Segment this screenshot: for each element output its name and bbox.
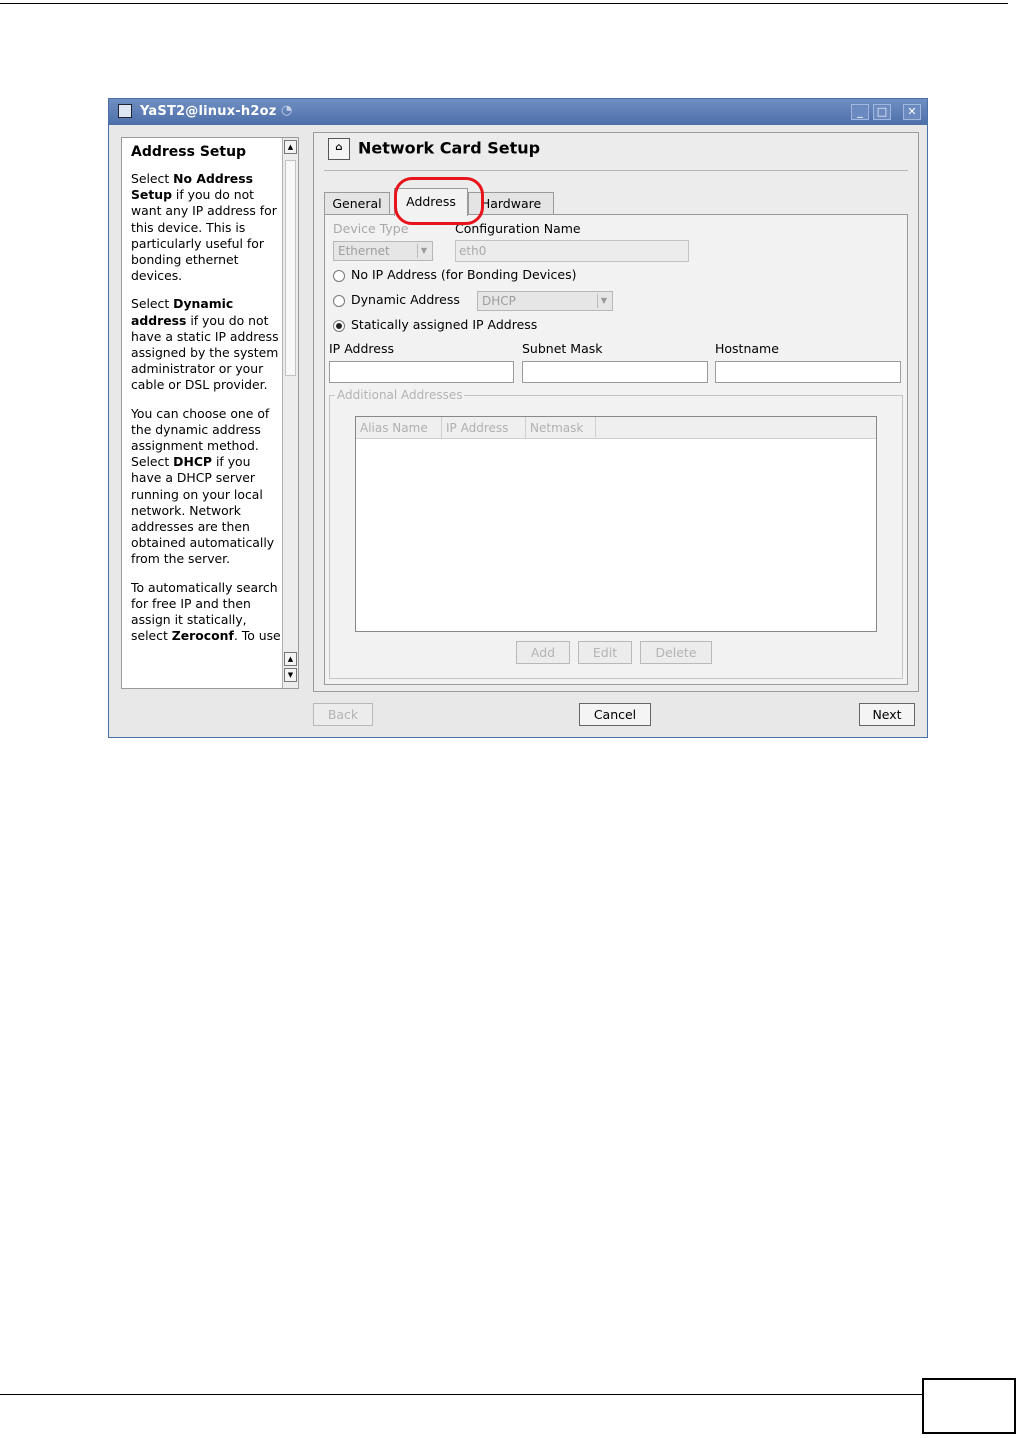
radio-static-label[interactable]: Statically assigned IP Address: [351, 317, 538, 332]
column-netmask[interactable]: Netmask: [526, 417, 596, 439]
device-type-label: Device Type: [333, 221, 409, 236]
network-card-icon: ⌂: [328, 138, 350, 160]
maximize-button[interactable]: □: [873, 104, 891, 120]
ip-address-label: IP Address: [329, 341, 394, 356]
config-name-field[interactable]: eth0: [455, 240, 689, 262]
minimize-button[interactable]: _: [851, 104, 869, 120]
cancel-button[interactable]: Cancel: [579, 703, 651, 726]
scroll-thumb[interactable]: [285, 160, 296, 376]
additional-addresses-label: Additional Addresses: [337, 388, 463, 402]
help-text-run: To automatically search for free IP and then assign it statically, select: [131, 579, 278, 644]
config-name-label: Configuration Name: [455, 221, 581, 236]
scroll-up-icon[interactable]: ▲: [284, 652, 297, 666]
page-footer-rule: [0, 1394, 922, 1395]
help-scrollbar[interactable]: [282, 138, 299, 688]
help-paragraph: [131, 406, 281, 568]
scroll-down-icon[interactable]: ▼: [284, 668, 297, 682]
help-title: Address Setup: [131, 144, 247, 160]
help-text-run: Select: [131, 296, 174, 312]
radio-dynamic[interactable]: [333, 295, 345, 307]
delete-button[interactable]: Delete: [640, 641, 712, 664]
help-paragraph: [131, 580, 281, 645]
help-text: [131, 144, 281, 656]
hostname-label: Hostname: [715, 341, 779, 356]
help-bold-term: Dynamic address: [131, 296, 234, 328]
column-alias-name[interactable]: Alias Name: [356, 417, 442, 439]
column-ip-address[interactable]: IP Address: [442, 417, 526, 439]
device-type-select[interactable]: [333, 241, 433, 261]
help-bold-term: DHCP: [173, 454, 213, 470]
help-paragraph: [131, 171, 281, 284]
help-bold-term: No Address Setup: [131, 171, 253, 203]
title-divider: [324, 170, 908, 171]
yast-window: [108, 98, 928, 738]
radio-dynamic-label[interactable]: Dynamic Address: [351, 292, 460, 307]
help-panel: [121, 137, 299, 689]
page-title-text: Network Card Setup: [358, 138, 541, 158]
tab-highlight-circle: [394, 177, 484, 225]
radio-no-ip-label[interactable]: No IP Address (for Bonding Devices): [351, 267, 577, 282]
additional-addresses-table[interactable]: [355, 416, 877, 632]
page-number-box: [922, 1378, 1016, 1434]
title-bar[interactable]: [109, 99, 927, 125]
back-button[interactable]: Back: [313, 703, 373, 726]
help-text-run: Select: [131, 171, 174, 186]
page-header-rule: [0, 3, 1008, 4]
address-tab-page: [324, 214, 908, 685]
ip-address-field[interactable]: [329, 361, 514, 383]
radio-no-ip[interactable]: [333, 270, 345, 282]
device-type-value: Ethernet: [338, 244, 390, 258]
tab-general[interactable]: General: [324, 192, 390, 214]
scroll-up-icon[interactable]: ▲: [284, 140, 297, 154]
radio-static[interactable]: [333, 320, 345, 332]
chevron-down-icon: ▼: [417, 244, 430, 258]
edit-button[interactable]: Edit: [578, 641, 632, 664]
main-panel: [313, 132, 919, 692]
hostname-field[interactable]: [715, 361, 901, 383]
app-icon: [118, 104, 132, 118]
window-title: YaST2@linux-h2oz: [140, 104, 277, 119]
dynamic-method-select[interactable]: [477, 291, 613, 311]
busy-spinner-icon: ◔: [281, 103, 293, 118]
help-text-run: if you have a DHCP server running on your local network. Network addresses are then obtained automatically from the server.: [131, 454, 275, 567]
help-text-run: if you do not want any IP address for this device. This is particularly useful for bonding ethernet devices.: [131, 187, 277, 284]
subnet-mask-field[interactable]: [522, 361, 708, 383]
dynamic-method-value: DHCP: [482, 294, 516, 308]
help-bold-term: Zeroconf: [171, 628, 234, 644]
next-button[interactable]: Next: [859, 703, 915, 726]
close-button[interactable]: ✕: [903, 104, 921, 120]
subnet-mask-label: Subnet Mask: [522, 341, 603, 356]
tab-address[interactable]: Address: [394, 188, 468, 216]
help-text-run: You can choose one of the dynamic address assignment method. Select: [131, 405, 270, 470]
tab-hardware[interactable]: Hardware: [468, 192, 554, 214]
add-button[interactable]: Add: [516, 641, 570, 664]
help-text-run: if you do not have a static IP address assigned by the system administrator or your cable or DSL provider.: [131, 312, 279, 393]
help-text-run: . To use: [233, 628, 281, 644]
column-filler: [596, 417, 876, 439]
chevron-down-icon: ▼: [597, 294, 610, 308]
page-title: [328, 138, 540, 160]
help-paragraph: [131, 296, 281, 393]
